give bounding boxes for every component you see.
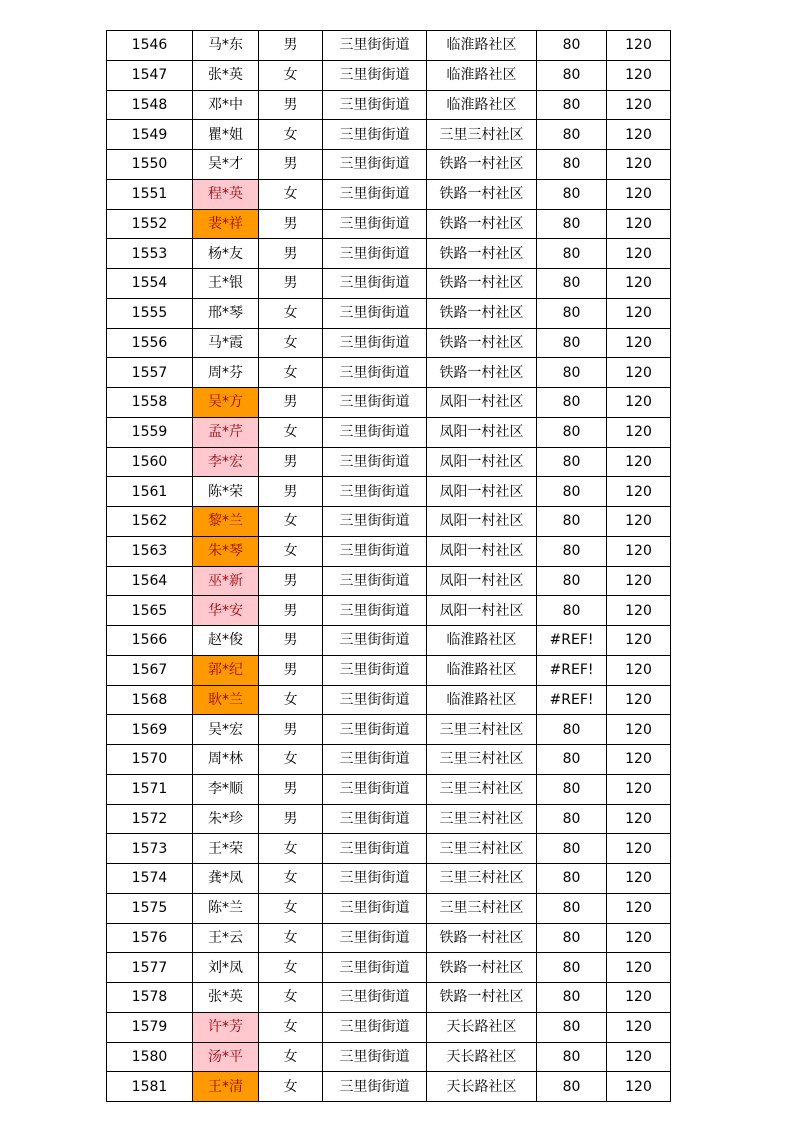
id-cell: 1547 bbox=[107, 60, 193, 90]
street-cell: 三里街街道 bbox=[323, 774, 427, 804]
table-row bbox=[107, 209, 671, 239]
community-cell: 凤阳一村社区 bbox=[427, 477, 537, 507]
value1-cell: 80 bbox=[537, 507, 607, 537]
street-cell: 三里街街道 bbox=[323, 804, 427, 834]
street-cell: 三里街街道 bbox=[323, 566, 427, 596]
name-cell: 孟*芹 bbox=[193, 417, 259, 447]
name-cell: 吴*方 bbox=[193, 388, 259, 418]
table-row bbox=[107, 804, 671, 834]
sex-cell: 男 bbox=[259, 774, 323, 804]
community-cell: 临淮路社区 bbox=[427, 60, 537, 90]
sex-cell: 女 bbox=[259, 417, 323, 447]
table-row bbox=[107, 150, 671, 180]
id-cell: 1570 bbox=[107, 745, 193, 775]
name-cell: 邓*中 bbox=[193, 90, 259, 120]
value2-cell: 120 bbox=[607, 328, 671, 358]
value2-cell: 120 bbox=[607, 179, 671, 209]
street-cell: 三里街街道 bbox=[323, 298, 427, 328]
name-cell: 许*芳 bbox=[193, 1012, 259, 1042]
sex-cell: 女 bbox=[259, 60, 323, 90]
community-cell: 三里三村社区 bbox=[427, 864, 537, 894]
value2-cell: 120 bbox=[607, 745, 671, 775]
sex-cell: 女 bbox=[259, 745, 323, 775]
sex-cell: 男 bbox=[259, 90, 323, 120]
table-row bbox=[107, 834, 671, 864]
community-cell: 铁路一村社区 bbox=[427, 269, 537, 299]
table-row bbox=[107, 447, 671, 477]
table-row bbox=[107, 1072, 671, 1102]
id-cell: 1579 bbox=[107, 1012, 193, 1042]
value2-cell: 120 bbox=[607, 298, 671, 328]
name-cell: 刘*凤 bbox=[193, 953, 259, 983]
street-cell: 三里街街道 bbox=[323, 150, 427, 180]
table-body bbox=[107, 31, 671, 1102]
table-row bbox=[107, 864, 671, 894]
table-row bbox=[107, 774, 671, 804]
value1-cell: 80 bbox=[537, 1072, 607, 1102]
table-row bbox=[107, 983, 671, 1013]
street-cell: 三里街街道 bbox=[323, 477, 427, 507]
table-row bbox=[107, 596, 671, 626]
value2-cell: 120 bbox=[607, 953, 671, 983]
value1-cell: 80 bbox=[537, 864, 607, 894]
id-cell: 1555 bbox=[107, 298, 193, 328]
id-cell: 1566 bbox=[107, 626, 193, 656]
value1-cell: 80 bbox=[537, 179, 607, 209]
id-cell: 1561 bbox=[107, 477, 193, 507]
value2-cell: 120 bbox=[607, 536, 671, 566]
community-cell: 三里三村社区 bbox=[427, 804, 537, 834]
value2-cell: 120 bbox=[607, 923, 671, 953]
community-cell: 三里三村社区 bbox=[427, 774, 537, 804]
name-cell: 王*云 bbox=[193, 923, 259, 953]
value2-cell: 120 bbox=[607, 507, 671, 537]
table-row bbox=[107, 328, 671, 358]
sex-cell: 女 bbox=[259, 1072, 323, 1102]
street-cell: 三里街街道 bbox=[323, 715, 427, 745]
id-cell: 1567 bbox=[107, 655, 193, 685]
value1-cell: #REF! bbox=[537, 655, 607, 685]
sex-cell: 女 bbox=[259, 864, 323, 894]
sex-cell: 女 bbox=[259, 536, 323, 566]
name-cell: 华*安 bbox=[193, 596, 259, 626]
sex-cell: 女 bbox=[259, 179, 323, 209]
sex-cell: 女 bbox=[259, 1012, 323, 1042]
value2-cell: 120 bbox=[607, 239, 671, 269]
community-cell: 临淮路社区 bbox=[427, 655, 537, 685]
value2-cell: 120 bbox=[607, 685, 671, 715]
value1-cell: 80 bbox=[537, 536, 607, 566]
value1-cell: 80 bbox=[537, 834, 607, 864]
community-cell: 临淮路社区 bbox=[427, 626, 537, 656]
value2-cell: 120 bbox=[607, 983, 671, 1013]
id-cell: 1572 bbox=[107, 804, 193, 834]
street-cell: 三里街街道 bbox=[323, 60, 427, 90]
name-cell: 王*荣 bbox=[193, 834, 259, 864]
id-cell: 1563 bbox=[107, 536, 193, 566]
community-cell: 临淮路社区 bbox=[427, 685, 537, 715]
id-cell: 1569 bbox=[107, 715, 193, 745]
community-cell: 凤阳一村社区 bbox=[427, 388, 537, 418]
value2-cell: 120 bbox=[607, 834, 671, 864]
street-cell: 三里街街道 bbox=[323, 923, 427, 953]
value2-cell: 120 bbox=[607, 715, 671, 745]
street-cell: 三里街街道 bbox=[323, 447, 427, 477]
name-cell: 吴*才 bbox=[193, 150, 259, 180]
street-cell: 三里街街道 bbox=[323, 953, 427, 983]
value2-cell: 120 bbox=[607, 596, 671, 626]
value1-cell: 80 bbox=[537, 804, 607, 834]
id-cell: 1562 bbox=[107, 507, 193, 537]
value2-cell: 120 bbox=[607, 893, 671, 923]
value2-cell: 120 bbox=[607, 417, 671, 447]
community-cell: 三里三村社区 bbox=[427, 715, 537, 745]
value2-cell: 120 bbox=[607, 90, 671, 120]
sex-cell: 男 bbox=[259, 31, 323, 61]
table-row bbox=[107, 566, 671, 596]
street-cell: 三里街街道 bbox=[323, 358, 427, 388]
id-cell: 1560 bbox=[107, 447, 193, 477]
value2-cell: 120 bbox=[607, 388, 671, 418]
value1-cell: 80 bbox=[537, 31, 607, 61]
street-cell: 三里街街道 bbox=[323, 31, 427, 61]
community-cell: 铁路一村社区 bbox=[427, 209, 537, 239]
table-row bbox=[107, 477, 671, 507]
sex-cell: 女 bbox=[259, 1042, 323, 1072]
value1-cell: 80 bbox=[537, 774, 607, 804]
id-cell: 1549 bbox=[107, 120, 193, 150]
value1-cell: 80 bbox=[537, 477, 607, 507]
id-cell: 1564 bbox=[107, 566, 193, 596]
value2-cell: 120 bbox=[607, 269, 671, 299]
id-cell: 1571 bbox=[107, 774, 193, 804]
sex-cell: 女 bbox=[259, 685, 323, 715]
id-cell: 1578 bbox=[107, 983, 193, 1013]
name-cell: 程*英 bbox=[193, 179, 259, 209]
sex-cell: 男 bbox=[259, 209, 323, 239]
value1-cell: 80 bbox=[537, 269, 607, 299]
table-row bbox=[107, 715, 671, 745]
sex-cell: 女 bbox=[259, 358, 323, 388]
street-cell: 三里街街道 bbox=[323, 834, 427, 864]
street-cell: 三里街街道 bbox=[323, 179, 427, 209]
id-cell: 1546 bbox=[107, 31, 193, 61]
value1-cell: 80 bbox=[537, 328, 607, 358]
sex-cell: 男 bbox=[259, 150, 323, 180]
value2-cell: 120 bbox=[607, 120, 671, 150]
id-cell: 1576 bbox=[107, 923, 193, 953]
id-cell: 1554 bbox=[107, 269, 193, 299]
street-cell: 三里街街道 bbox=[323, 90, 427, 120]
community-cell: 天长路社区 bbox=[427, 1042, 537, 1072]
table-row bbox=[107, 745, 671, 775]
name-cell: 周*芬 bbox=[193, 358, 259, 388]
value1-cell: 80 bbox=[537, 209, 607, 239]
id-cell: 1553 bbox=[107, 239, 193, 269]
table-row bbox=[107, 120, 671, 150]
value1-cell: 80 bbox=[537, 447, 607, 477]
street-cell: 三里街街道 bbox=[323, 626, 427, 656]
sex-cell: 男 bbox=[259, 566, 323, 596]
sex-cell: 女 bbox=[259, 953, 323, 983]
name-cell: 李*顺 bbox=[193, 774, 259, 804]
value1-cell: 80 bbox=[537, 596, 607, 626]
street-cell: 三里街街道 bbox=[323, 120, 427, 150]
name-cell: 周*林 bbox=[193, 745, 259, 775]
id-cell: 1550 bbox=[107, 150, 193, 180]
name-cell: 王*清 bbox=[193, 1072, 259, 1102]
id-cell: 1580 bbox=[107, 1042, 193, 1072]
sex-cell: 女 bbox=[259, 120, 323, 150]
value1-cell: 80 bbox=[537, 893, 607, 923]
sex-cell: 女 bbox=[259, 328, 323, 358]
name-cell: 杨*友 bbox=[193, 239, 259, 269]
street-cell: 三里街街道 bbox=[323, 239, 427, 269]
community-cell: 三里三村社区 bbox=[427, 745, 537, 775]
sex-cell: 男 bbox=[259, 477, 323, 507]
street-cell: 三里街街道 bbox=[323, 328, 427, 358]
table-row bbox=[107, 626, 671, 656]
value2-cell: 120 bbox=[607, 1012, 671, 1042]
community-cell: 三里三村社区 bbox=[427, 893, 537, 923]
sex-cell: 女 bbox=[259, 298, 323, 328]
value2-cell: 120 bbox=[607, 60, 671, 90]
community-cell: 凤阳一村社区 bbox=[427, 507, 537, 537]
community-cell: 天长路社区 bbox=[427, 1072, 537, 1102]
value1-cell: 80 bbox=[537, 923, 607, 953]
value1-cell: 80 bbox=[537, 150, 607, 180]
value1-cell: 80 bbox=[537, 239, 607, 269]
value1-cell: 80 bbox=[537, 983, 607, 1013]
name-cell: 朱*珍 bbox=[193, 804, 259, 834]
id-cell: 1574 bbox=[107, 864, 193, 894]
street-cell: 三里街街道 bbox=[323, 596, 427, 626]
name-cell: 裴*祥 bbox=[193, 209, 259, 239]
value2-cell: 120 bbox=[607, 566, 671, 596]
value1-cell: #REF! bbox=[537, 626, 607, 656]
sex-cell: 女 bbox=[259, 834, 323, 864]
id-cell: 1568 bbox=[107, 685, 193, 715]
street-cell: 三里街街道 bbox=[323, 209, 427, 239]
id-cell: 1575 bbox=[107, 893, 193, 923]
name-cell: 汤*平 bbox=[193, 1042, 259, 1072]
value1-cell: 80 bbox=[537, 953, 607, 983]
value1-cell: #REF! bbox=[537, 685, 607, 715]
value2-cell: 120 bbox=[607, 626, 671, 656]
value2-cell: 120 bbox=[607, 358, 671, 388]
community-cell: 三里三村社区 bbox=[427, 834, 537, 864]
table-row bbox=[107, 536, 671, 566]
sex-cell: 男 bbox=[259, 626, 323, 656]
table-row bbox=[107, 31, 671, 61]
name-cell: 吴*宏 bbox=[193, 715, 259, 745]
table-row bbox=[107, 923, 671, 953]
name-cell: 陈*兰 bbox=[193, 893, 259, 923]
table-row bbox=[107, 388, 671, 418]
value1-cell: 80 bbox=[537, 1042, 607, 1072]
sex-cell: 男 bbox=[259, 388, 323, 418]
value2-cell: 120 bbox=[607, 477, 671, 507]
table-row bbox=[107, 953, 671, 983]
community-cell: 铁路一村社区 bbox=[427, 923, 537, 953]
community-cell: 天长路社区 bbox=[427, 1012, 537, 1042]
sex-cell: 男 bbox=[259, 804, 323, 834]
value1-cell: 80 bbox=[537, 60, 607, 90]
street-cell: 三里街街道 bbox=[323, 388, 427, 418]
street-cell: 三里街街道 bbox=[323, 417, 427, 447]
street-cell: 三里街街道 bbox=[323, 269, 427, 299]
community-cell: 凤阳一村社区 bbox=[427, 417, 537, 447]
id-cell: 1548 bbox=[107, 90, 193, 120]
name-cell: 马*东 bbox=[193, 31, 259, 61]
sex-cell: 男 bbox=[259, 715, 323, 745]
community-cell: 铁路一村社区 bbox=[427, 298, 537, 328]
street-cell: 三里街街道 bbox=[323, 1072, 427, 1102]
name-cell: 瞿*姐 bbox=[193, 120, 259, 150]
table-row bbox=[107, 298, 671, 328]
name-cell: 王*银 bbox=[193, 269, 259, 299]
name-cell: 巫*新 bbox=[193, 566, 259, 596]
community-cell: 铁路一村社区 bbox=[427, 983, 537, 1013]
value2-cell: 120 bbox=[607, 864, 671, 894]
name-cell: 马*霞 bbox=[193, 328, 259, 358]
value2-cell: 120 bbox=[607, 804, 671, 834]
street-cell: 三里街街道 bbox=[323, 536, 427, 566]
name-cell: 张*英 bbox=[193, 983, 259, 1013]
table-row bbox=[107, 90, 671, 120]
street-cell: 三里街街道 bbox=[323, 655, 427, 685]
value2-cell: 120 bbox=[607, 774, 671, 804]
value1-cell: 80 bbox=[537, 388, 607, 418]
id-cell: 1581 bbox=[107, 1072, 193, 1102]
name-cell: 郭*纪 bbox=[193, 655, 259, 685]
data-table bbox=[106, 30, 671, 1102]
sex-cell: 男 bbox=[259, 655, 323, 685]
id-cell: 1577 bbox=[107, 953, 193, 983]
table-row bbox=[107, 1042, 671, 1072]
street-cell: 三里街街道 bbox=[323, 745, 427, 775]
id-cell: 1559 bbox=[107, 417, 193, 447]
sex-cell: 女 bbox=[259, 507, 323, 537]
community-cell: 铁路一村社区 bbox=[427, 358, 537, 388]
street-cell: 三里街街道 bbox=[323, 983, 427, 1013]
sex-cell: 女 bbox=[259, 983, 323, 1013]
street-cell: 三里街街道 bbox=[323, 1042, 427, 1072]
table-row bbox=[107, 1012, 671, 1042]
value2-cell: 120 bbox=[607, 447, 671, 477]
community-cell: 凤阳一村社区 bbox=[427, 447, 537, 477]
table-row bbox=[107, 179, 671, 209]
community-cell: 铁路一村社区 bbox=[427, 150, 537, 180]
value1-cell: 80 bbox=[537, 120, 607, 150]
table-row bbox=[107, 60, 671, 90]
street-cell: 三里街街道 bbox=[323, 507, 427, 537]
community-cell: 三里三村社区 bbox=[427, 120, 537, 150]
community-cell: 铁路一村社区 bbox=[427, 239, 537, 269]
value2-cell: 120 bbox=[607, 1072, 671, 1102]
value1-cell: 80 bbox=[537, 417, 607, 447]
street-cell: 三里街街道 bbox=[323, 893, 427, 923]
sex-cell: 女 bbox=[259, 893, 323, 923]
community-cell: 铁路一村社区 bbox=[427, 179, 537, 209]
community-cell: 临淮路社区 bbox=[427, 90, 537, 120]
value1-cell: 80 bbox=[537, 90, 607, 120]
sex-cell: 男 bbox=[259, 596, 323, 626]
sex-cell: 男 bbox=[259, 239, 323, 269]
id-cell: 1557 bbox=[107, 358, 193, 388]
table-row bbox=[107, 269, 671, 299]
sex-cell: 男 bbox=[259, 269, 323, 299]
value2-cell: 120 bbox=[607, 1042, 671, 1072]
table-row bbox=[107, 685, 671, 715]
value2-cell: 120 bbox=[607, 150, 671, 180]
name-cell: 黎*兰 bbox=[193, 507, 259, 537]
table-row bbox=[107, 417, 671, 447]
id-cell: 1565 bbox=[107, 596, 193, 626]
value2-cell: 120 bbox=[607, 655, 671, 685]
table-row bbox=[107, 655, 671, 685]
name-cell: 耿*兰 bbox=[193, 685, 259, 715]
name-cell: 李*宏 bbox=[193, 447, 259, 477]
street-cell: 三里街街道 bbox=[323, 1012, 427, 1042]
value1-cell: 80 bbox=[537, 298, 607, 328]
table-row bbox=[107, 239, 671, 269]
value1-cell: 80 bbox=[537, 566, 607, 596]
value1-cell: 80 bbox=[537, 745, 607, 775]
community-cell: 凤阳一村社区 bbox=[427, 566, 537, 596]
value2-cell: 120 bbox=[607, 31, 671, 61]
street-cell: 三里街街道 bbox=[323, 685, 427, 715]
community-cell: 临淮路社区 bbox=[427, 31, 537, 61]
community-cell: 凤阳一村社区 bbox=[427, 596, 537, 626]
value2-cell: 120 bbox=[607, 209, 671, 239]
table-row bbox=[107, 507, 671, 537]
id-cell: 1552 bbox=[107, 209, 193, 239]
sex-cell: 男 bbox=[259, 447, 323, 477]
id-cell: 1558 bbox=[107, 388, 193, 418]
community-cell: 铁路一村社区 bbox=[427, 328, 537, 358]
table-row bbox=[107, 358, 671, 388]
name-cell: 张*英 bbox=[193, 60, 259, 90]
table-row bbox=[107, 893, 671, 923]
id-cell: 1556 bbox=[107, 328, 193, 358]
value1-cell: 80 bbox=[537, 358, 607, 388]
value1-cell: 80 bbox=[537, 1012, 607, 1042]
name-cell: 赵*俊 bbox=[193, 626, 259, 656]
name-cell: 朱*琴 bbox=[193, 536, 259, 566]
street-cell: 三里街街道 bbox=[323, 864, 427, 894]
community-cell: 铁路一村社区 bbox=[427, 953, 537, 983]
name-cell: 陈*荣 bbox=[193, 477, 259, 507]
sex-cell: 女 bbox=[259, 923, 323, 953]
name-cell: 龚*凤 bbox=[193, 864, 259, 894]
value1-cell: 80 bbox=[537, 715, 607, 745]
name-cell: 邢*琴 bbox=[193, 298, 259, 328]
id-cell: 1573 bbox=[107, 834, 193, 864]
id-cell: 1551 bbox=[107, 179, 193, 209]
community-cell: 凤阳一村社区 bbox=[427, 536, 537, 566]
